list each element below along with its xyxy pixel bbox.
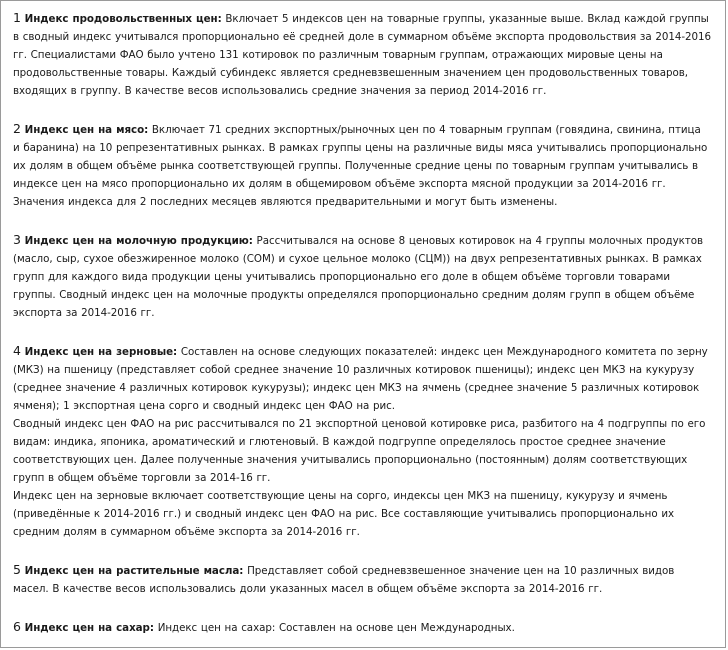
section-cereals-price-index xyxy=(13,342,711,541)
section-sugar-price-index xyxy=(13,618,711,637)
section-number: 1 xyxy=(13,10,21,25)
section-vegetable-oils-price-index xyxy=(13,561,711,598)
section-number: 6 xyxy=(13,619,21,634)
section-meat-price-index xyxy=(13,120,711,211)
section-title: Индекс продовольственных цен: xyxy=(24,13,222,25)
section-title: Индекс цен на растительные масла: xyxy=(24,565,244,577)
section-text: Включает 5 индексов цен на товарные группы, указанные выше. Вклад каждой группы в сводный индекс учитывался пропорционально её средней доле в суммарном объёме экспорта продовольствия за 2014-2016 гг. Специалистами ФАО было учтено 131 котировок по различным товарным группам, отражающих мировые цены на продовольственные товары. Каждый субиндекс является средневзвешенным значением цен продовольственных товаров, входящих в группу. В качестве весов использовались средние значения за период 2014-2016 гг. xyxy=(13,13,712,97)
section-dairy-price-index xyxy=(13,231,711,322)
section-text: Индекс цен на сахар: Составлен на основе цен Международных. xyxy=(157,622,515,634)
section-text: Составлен на основе следующих показателей: индекс цен Международного комитета по зерну (МКЗ) на пшеницу (представляет собой среднее значение 10 различных котировок пшеницы); индекс цен МКЗ на кукурузу (среднее значение 4 различных котировок кукурузы); индекс цен МКЗ на ячмень (среднее значение 5 различных котировок ячменя); 1 экспортная цена сорго и сводный индекс цен ФАО на рис. xyxy=(13,346,708,412)
section-number: 2 xyxy=(13,121,21,136)
section-paragraph: Индекс цен на зерновые включает соответствующие цены на сорго, индексы цен МКЗ на пшеницу, кукурузу и ячмень (приведённые к 2014-2016 гг.) и сводный индекс цен ФАО на рис. Все составляющие учитывались пропорционально их средним долям в суммарном объёме экспорта за 2014-2016 гг. xyxy=(13,490,675,538)
section-title: Индекс цен на сахар: xyxy=(24,622,154,634)
section-number: 5 xyxy=(13,562,21,577)
section-title: Индекс цен на молочную продукцию: xyxy=(24,235,253,247)
section-number: 4 xyxy=(13,343,21,358)
section-number: 3 xyxy=(13,232,21,247)
section-title: Индекс цен на зерновые: xyxy=(24,346,178,358)
section-food-price-index xyxy=(13,9,711,100)
section-text: Включает 71 средних экспортных/рыночных цен по 4 товарным группам (говядина, свинина, птица и баранина) на 10 репрезентативных рынках. В рамках группы цены на различные виды мяса учитывались пропорционально их долям в общем объёме рынка соответствующей группы. Полученные средние цены по товарным группам учитывались в индексе цен на мясо пропорционально их долям в общемировом объёме экспорта мясной продукции за 2014-2016 гг. Значения индекса для 2 последних месяцев являются предварительными и могут быть изменены. xyxy=(13,124,708,208)
section-title: Индекс цен на мясо: xyxy=(24,124,149,136)
section-paragraph: Сводный индекс цен ФАО на рис рассчитывался по 21 экспортной ценовой котировке риса, разбитого на 4 подгруппы по его видам: индика, японика, ароматический и глютеновый. В каждой подгруппе определялось простое среднее значение соответствующих цен. Далее полученные значения учитывались пропорционально (постоянным) долям соответствующих групп в общем объёме торговли за 2014-16 гг. xyxy=(13,418,706,484)
section-text: Рассчитывался на основе 8 ценовых котировок на 4 группы молочных продуктов (масло, сыр, сухое обезжиренное молоко (СОМ) и сухое цельное молоко (СЦМ)) на двух репрезентативных рынках. В рамках групп для каждого вида продукции цены учитывались пропорционально его доле в общем объёме торговли товарами группы. Сводный индекс цен на молочные продукты определялся пропорционально средним долям групп в общем объёме экспорта за 2014-2016 гг. xyxy=(13,235,704,319)
section-text: Представляет собой средневзвешенное значение цен на 10 различных видов масел. В качестве весов использовались доли указанных масел в общем объёме экспорта за 2014-2016 гг. xyxy=(13,565,675,595)
